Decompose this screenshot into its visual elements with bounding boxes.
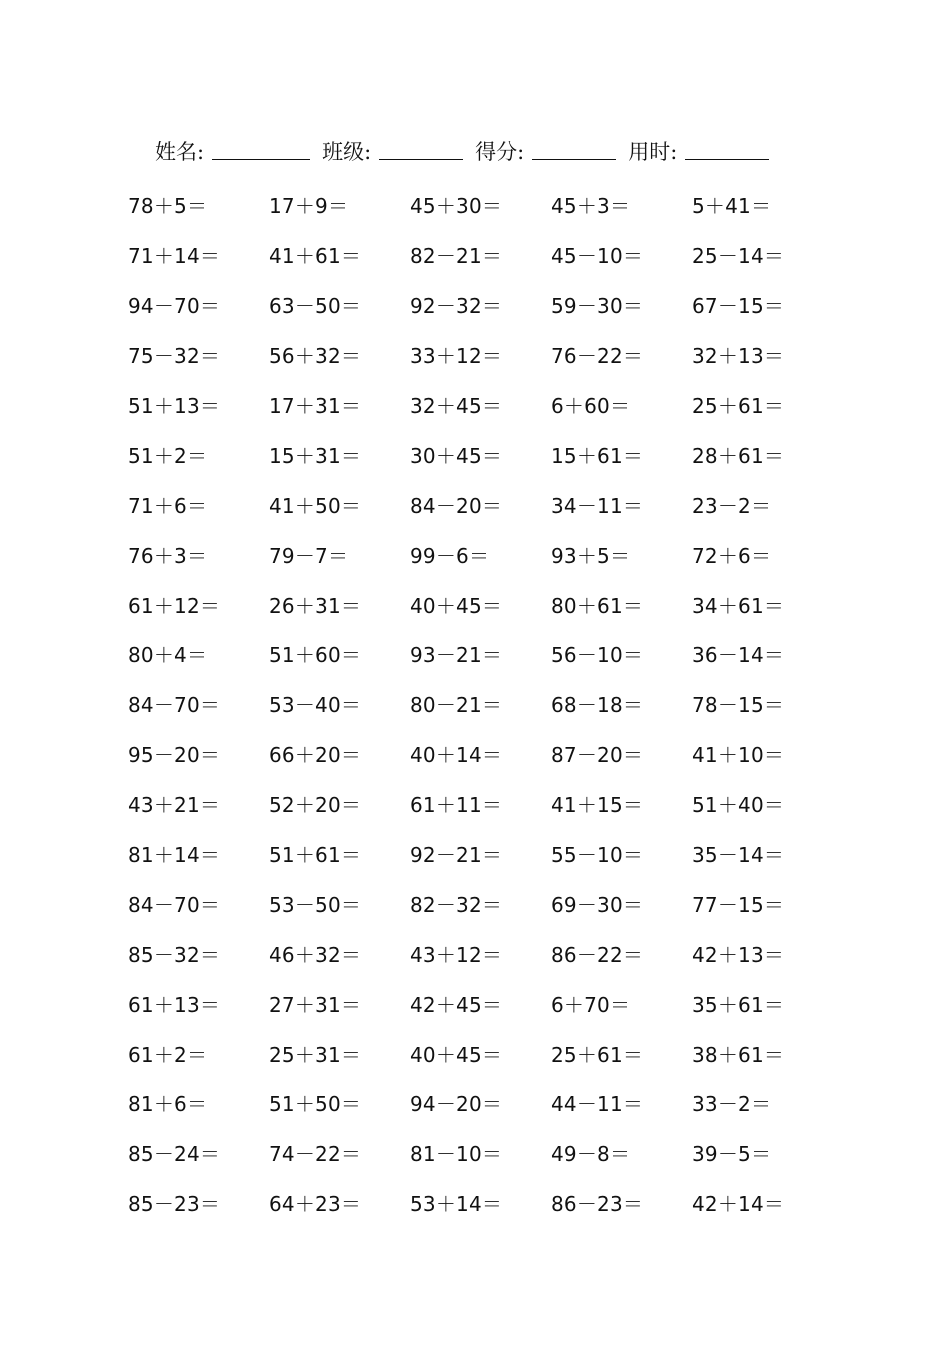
problem-item: 85－32＝ (128, 942, 221, 967)
problem-item: 56－10＝ (551, 643, 644, 668)
problem-item: 32＋13＝ (692, 344, 785, 369)
problem-item: 25－14＝ (692, 244, 785, 269)
problem-item: 33－2＝ (692, 1092, 772, 1117)
problem-item: 56＋32＝ (269, 344, 362, 369)
problem-item: 41＋10＝ (692, 743, 785, 768)
problem-item: 45＋3＝ (551, 194, 631, 219)
problem-item: 40＋45＝ (410, 593, 503, 618)
problem-item: 81＋14＝ (128, 843, 221, 868)
problem-row (128, 878, 833, 928)
problem-item: 64＋23＝ (269, 1192, 362, 1217)
problem-item: 79－7＝ (269, 543, 349, 568)
problem-row (128, 1078, 833, 1128)
problem-item: 38＋61＝ (692, 1042, 785, 1067)
problem-item: 53－50＝ (269, 892, 362, 917)
problem-item: 35＋61＝ (692, 992, 785, 1017)
problem-item: 78＋5＝ (128, 194, 208, 219)
problem-item: 17＋9＝ (269, 194, 349, 219)
problem-item: 17＋31＝ (269, 394, 362, 418)
problem-item: 81－10＝ (410, 1142, 503, 1167)
problem-row (128, 429, 833, 479)
problem-item: 99－6＝ (410, 543, 490, 568)
problem-item: 95－20＝ (128, 743, 221, 768)
problem-row (128, 978, 833, 1028)
problem-item: 74－22＝ (269, 1142, 362, 1167)
problem-item: 42＋14＝ (692, 1192, 785, 1217)
problem-item: 51＋13＝ (128, 394, 221, 418)
problem-row (128, 928, 833, 978)
problem-item: 32＋45＝ (410, 394, 503, 418)
problem-item: 80＋61＝ (551, 593, 644, 618)
problem-row (128, 380, 833, 430)
problem-item: 81＋6＝ (128, 1092, 208, 1117)
name-field (155, 142, 310, 163)
problem-item: 85－24＝ (128, 1142, 221, 1167)
problem-row (128, 729, 833, 779)
problem-item: 42＋13＝ (692, 942, 785, 967)
problem-item: 45＋30＝ (410, 194, 503, 219)
problem-item: 33＋12＝ (410, 344, 503, 369)
problem-row (128, 829, 833, 879)
problem-item: 34＋61＝ (692, 593, 785, 618)
time-blank[interactable] (685, 158, 769, 160)
problem-item: 36－14＝ (692, 643, 785, 668)
problem-item: 43＋12＝ (410, 942, 503, 967)
problem-item: 6＋60＝ (551, 394, 631, 418)
problem-item: 43＋21＝ (128, 793, 221, 818)
problem-item: 61＋12＝ (128, 593, 221, 618)
problem-item: 52＋20＝ (269, 793, 362, 818)
class-label: 班级: (322, 140, 372, 164)
problem-item: 85－23＝ (128, 1192, 221, 1217)
problem-item: 84－20＝ (410, 493, 503, 518)
problem-item: 61＋13＝ (128, 992, 221, 1017)
problem-row (128, 230, 833, 280)
name-blank[interactable] (212, 158, 310, 160)
problem-item: 53＋14＝ (410, 1192, 503, 1217)
problem-item: 61＋11＝ (410, 793, 503, 818)
name-label: 姓名: (155, 140, 205, 164)
problem-grid (128, 180, 833, 1228)
problem-item: 40＋14＝ (410, 743, 503, 768)
problem-row (128, 479, 833, 529)
problem-item: 5＋41＝ (692, 194, 772, 219)
problem-item: 55－10＝ (551, 843, 644, 868)
problem-item: 49－8＝ (551, 1142, 631, 1167)
problem-item: 30＋45＝ (410, 443, 503, 468)
problem-row (128, 1028, 833, 1078)
problem-item: 78－15＝ (692, 693, 785, 718)
problem-item: 25＋31＝ (269, 1042, 362, 1067)
problem-item: 45－10＝ (551, 244, 644, 269)
problem-item: 51＋2＝ (128, 443, 208, 468)
problem-item: 84－70＝ (128, 892, 221, 917)
problem-item: 35－14＝ (692, 843, 785, 868)
time-field (628, 142, 769, 163)
problem-item: 82－32＝ (410, 892, 503, 917)
problem-item: 86－22＝ (551, 942, 644, 967)
problem-item: 80－21＝ (410, 693, 503, 718)
problem-item: 51＋60＝ (269, 643, 362, 668)
problem-item: 76＋3＝ (128, 543, 208, 568)
problem-row (128, 330, 833, 380)
problem-item: 51＋40＝ (692, 793, 785, 818)
problem-item: 86－23＝ (551, 1192, 644, 1217)
problem-item: 53－40＝ (269, 693, 362, 718)
problem-item: 63－50＝ (269, 294, 362, 319)
problem-item: 15＋61＝ (551, 443, 644, 468)
problem-item: 67－15＝ (692, 294, 785, 319)
problem-item: 39－5＝ (692, 1142, 772, 1167)
problem-item: 94－20＝ (410, 1092, 503, 1117)
problem-item: 84－70＝ (128, 693, 221, 718)
problem-item: 23－2＝ (692, 493, 772, 518)
problem-item: 71＋6＝ (128, 493, 208, 518)
problem-item: 92－21＝ (410, 843, 503, 868)
problem-item: 51＋50＝ (269, 1092, 362, 1117)
problem-item: 28＋61＝ (692, 443, 785, 468)
problem-item: 93－21＝ (410, 643, 503, 668)
problem-row (128, 280, 833, 330)
problem-row (128, 679, 833, 729)
problem-item: 94－70＝ (128, 294, 221, 319)
score-label: 得分: (475, 140, 525, 164)
score-field (475, 142, 616, 163)
problem-item: 25＋61＝ (551, 1042, 644, 1067)
problem-item: 41＋50＝ (269, 493, 362, 518)
problem-item: 82－21＝ (410, 244, 503, 269)
problem-item: 25＋61＝ (692, 394, 785, 418)
problem-item: 46＋32＝ (269, 942, 362, 967)
problem-item: 44－11＝ (551, 1092, 644, 1117)
problem-item: 41＋61＝ (269, 244, 362, 269)
problem-item: 40＋45＝ (410, 1042, 503, 1067)
problem-item: 41＋15＝ (551, 793, 644, 818)
problem-row (128, 1178, 833, 1228)
problem-item: 87－20＝ (551, 743, 644, 768)
problem-row (128, 1128, 833, 1178)
class-blank[interactable] (379, 158, 463, 160)
problem-item: 27＋31＝ (269, 992, 362, 1017)
problem-item: 51＋61＝ (269, 843, 362, 868)
problem-row (128, 579, 833, 629)
problem-item: 71＋14＝ (128, 244, 221, 269)
problem-item: 68－18＝ (551, 693, 644, 718)
problem-row (128, 180, 833, 230)
score-blank[interactable] (532, 158, 616, 160)
problem-item: 92－32＝ (410, 294, 503, 319)
problem-item: 6＋70＝ (551, 992, 631, 1017)
time-label: 用时: (628, 140, 678, 164)
problem-item: 66＋20＝ (269, 743, 362, 768)
problem-item: 77－15＝ (692, 892, 785, 917)
problem-item: 61＋2＝ (128, 1042, 208, 1067)
problem-row (128, 529, 833, 579)
worksheet-header (155, 131, 781, 163)
problem-item: 34－11＝ (551, 493, 644, 518)
problem-item: 42＋45＝ (410, 992, 503, 1017)
problem-row (128, 779, 833, 829)
problem-item: 76－22＝ (551, 344, 644, 369)
problem-item: 93＋5＝ (551, 543, 631, 568)
problem-item: 75－32＝ (128, 344, 221, 369)
problem-item: 80＋4＝ (128, 643, 208, 668)
problem-item: 72＋6＝ (692, 543, 772, 568)
problem-item: 26＋31＝ (269, 593, 362, 618)
problem-item: 15＋31＝ (269, 443, 362, 468)
problem-item: 59－30＝ (551, 294, 644, 319)
problem-item: 69－30＝ (551, 892, 644, 917)
problem-row (128, 629, 833, 679)
class-field (322, 142, 463, 163)
